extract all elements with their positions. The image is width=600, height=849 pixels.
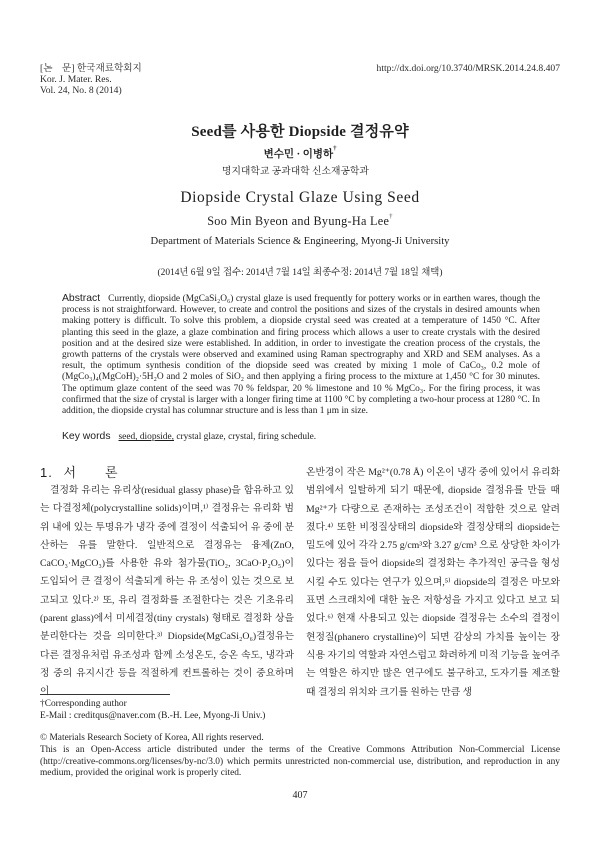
doi-link[interactable]: http://dx.doi.org/10.3740/MRSK.2014.24.8.407 bbox=[376, 63, 560, 74]
abstract bbox=[62, 293, 540, 417]
keywords-underlined: seed, diopside, bbox=[118, 432, 174, 442]
journal-name-english: Kor. J. Mater. Res. bbox=[40, 74, 112, 85]
author-email: E-Mail : creditqus@naver.com (B.-H. Lee, Myong-Ji Univ.) bbox=[40, 710, 266, 721]
footnote-divider bbox=[40, 694, 170, 695]
korean-authors bbox=[0, 146, 600, 161]
received-dates: (2014년 6월 9일 접수: 2014년 7월 14일 최종수정: 2014년 7월 18일 채택) bbox=[157, 268, 443, 278]
english-title: Diopside Crystal Glaze Using Seed bbox=[180, 189, 420, 206]
right-paragraph: 온반경이 작은 Mg²⁺(0.78 Å) 이온이 냉각 중에 있어서 유리화 범위에서 일탈하게 되기 때문에, diopside 결정유를 만들 때 Mg²⁺가 다량으로 존재하는 조성조건이 적합한 것으로 알려졌다.⁴⁾ 또한 비정질상태의 diopside와 결정상태의 diopside는 밀도에 있어 각각 2.75 g/cm³와 3.27 g/cm³ 으로 상당한 차이가 있다는 점을 들어 diopside의 결정화는 추가적인 공극을 형성시킬 수도 있다는 연구가 있으며,⁵⁾ diopside의 결정은 마모와 표면 스크래치에 대한 높은 저항성을 가지고 있다고 보고 되었다.⁶⁾ 현재 사용되고 있는 diopside 결정유는 소수의 결정이 현정질(phanero crystalline)이 되면 감상의 가치를 높이는 장식용 자기의 역할과 자연스럽고 화려하게 미적 기능을 높여주는 역할은 하지만 많은 연구에도 불구하고, 도자기를 제조할 때 결정의 위치와 크기를 원하는 만큼 생 bbox=[306, 467, 560, 698]
english-authors bbox=[0, 214, 600, 229]
journal-volume: Vol. 24, No. 8 (2014) bbox=[40, 85, 122, 96]
keywords bbox=[62, 431, 540, 442]
keywords-rest: crystal glaze, crystal, firing schedule. bbox=[173, 432, 317, 442]
section-title: 서 론 bbox=[63, 465, 119, 480]
english-dagger: † bbox=[389, 213, 393, 220]
keywords-label: Key words bbox=[62, 431, 111, 442]
license-notice: This is an Open-Access article distributed under the terms of the Creative Commons Attribution Non-Commercial License (http://creative-commons.org/licenses/by-nc/3.0) which permits unrestricted non-commercial use, distribution, and reproduction in any medium, provided the original work is properly cited. bbox=[40, 745, 560, 779]
left-column bbox=[40, 482, 294, 702]
left-paragraph: 결정화 유리는 유리상(residual glassy phase)을 함유하고 있는 다결정체(polycrystalline solids)이며,¹⁾ 결정유는 유리화 범위 내에 있는 투명유가 냉각 중에 결정이 석출되어 유 중에 분산하는 유를 말한다. 일반적으로 결정유는 융제(ZnO, CaCO₃·MgCO₃)를 사용한 유와 첨가물(TiO₂, 3CaO·P₂O₅)이 도입되어 큰 결정이 석출되게 하는 유 조성이 있는 것으로 보고되고 있다.²⁾ 또, 유리 결정화를 조절한다는 것은 기초유리(parent glass)에서 미세결정(tiny crystals) 형태로 결정화 상을 분리한다는 것을 의미한다.³⁾ Diopside(MgCaSi₂O₆)결정유는 다른 결정유처럼 유조성과 함께 소성온도, 승온 속도, 냉각과정 중의 유지시간 등을 적절하게 컨트롤하는 것이 중요하며 이 bbox=[40, 485, 294, 698]
footnote bbox=[40, 699, 265, 722]
page-number: 407 bbox=[292, 790, 308, 801]
corresponding-author: †Corresponding author bbox=[40, 699, 127, 709]
korean-author-names: 변수민 · 이병하 bbox=[263, 149, 334, 160]
journal-header bbox=[40, 63, 142, 96]
korean-affiliation: 명지대학교 공과대학 신소재공학과 bbox=[222, 166, 369, 177]
english-department: Department of Materials Science & Engineering, Myong-Ji University bbox=[150, 236, 450, 247]
english-author-names: Soo Min Byeon and Byung-Ha Lee bbox=[207, 214, 390, 228]
section-heading bbox=[40, 462, 119, 481]
abstract-label: Abstract bbox=[62, 293, 101, 304]
journal-name-korean: [논 문] 한국재료학회지 bbox=[40, 63, 142, 74]
abstract-text: Currently, diopside (MgCaSi₂O₆) crystal glaze is used frequently for pottery works or in earthen wares, though the process is not straightforward. However, to create and control the positions and sizes of the crystals in desired amounts when making pottery is difficult. To solve this problem, a diopside crystal seed was created at a temperature of 1450 °C. After planting this seed in the glaze, a glaze combination and firing process which allows a user to create crystals with the desired position and at the desired size were established. In addition, in order to investigate the creation process of the crystals, the growth patterns of the crystals were observed and examined using Raman spectrography and XRD and SEM analyses. As a result, the optimum synthesis condition of the diopside seed was created by mixing 1 mole of CaCo₃, 0.2 mole of (MgCo₃)₄(MgCoH)₂·5H₂O and 2 moles of SiO₂ and then applying a firing process to the mixture at 1,450 °C for 30 minutes. The optimum glaze content of the seed was 70 % feldspar, 20 % limestone and 10 % MgCo₃. For the firing process, it was confirmed that the size of crystal is larger with a longer firing time at 1100 °C by completing a two-hour process at 1280 °C. In addition, the diopside crystal has columnar structure and is less than 1 μm in size. bbox=[62, 294, 540, 417]
copyright-notice: © Materials Research Society of Korea, All rights reserved. bbox=[40, 733, 264, 743]
right-column bbox=[306, 464, 560, 702]
korean-title: Seed를 사용한 Diopside 결정유약 bbox=[191, 124, 409, 140]
section-number: 1. bbox=[40, 465, 53, 480]
korean-dagger: † bbox=[333, 145, 337, 152]
